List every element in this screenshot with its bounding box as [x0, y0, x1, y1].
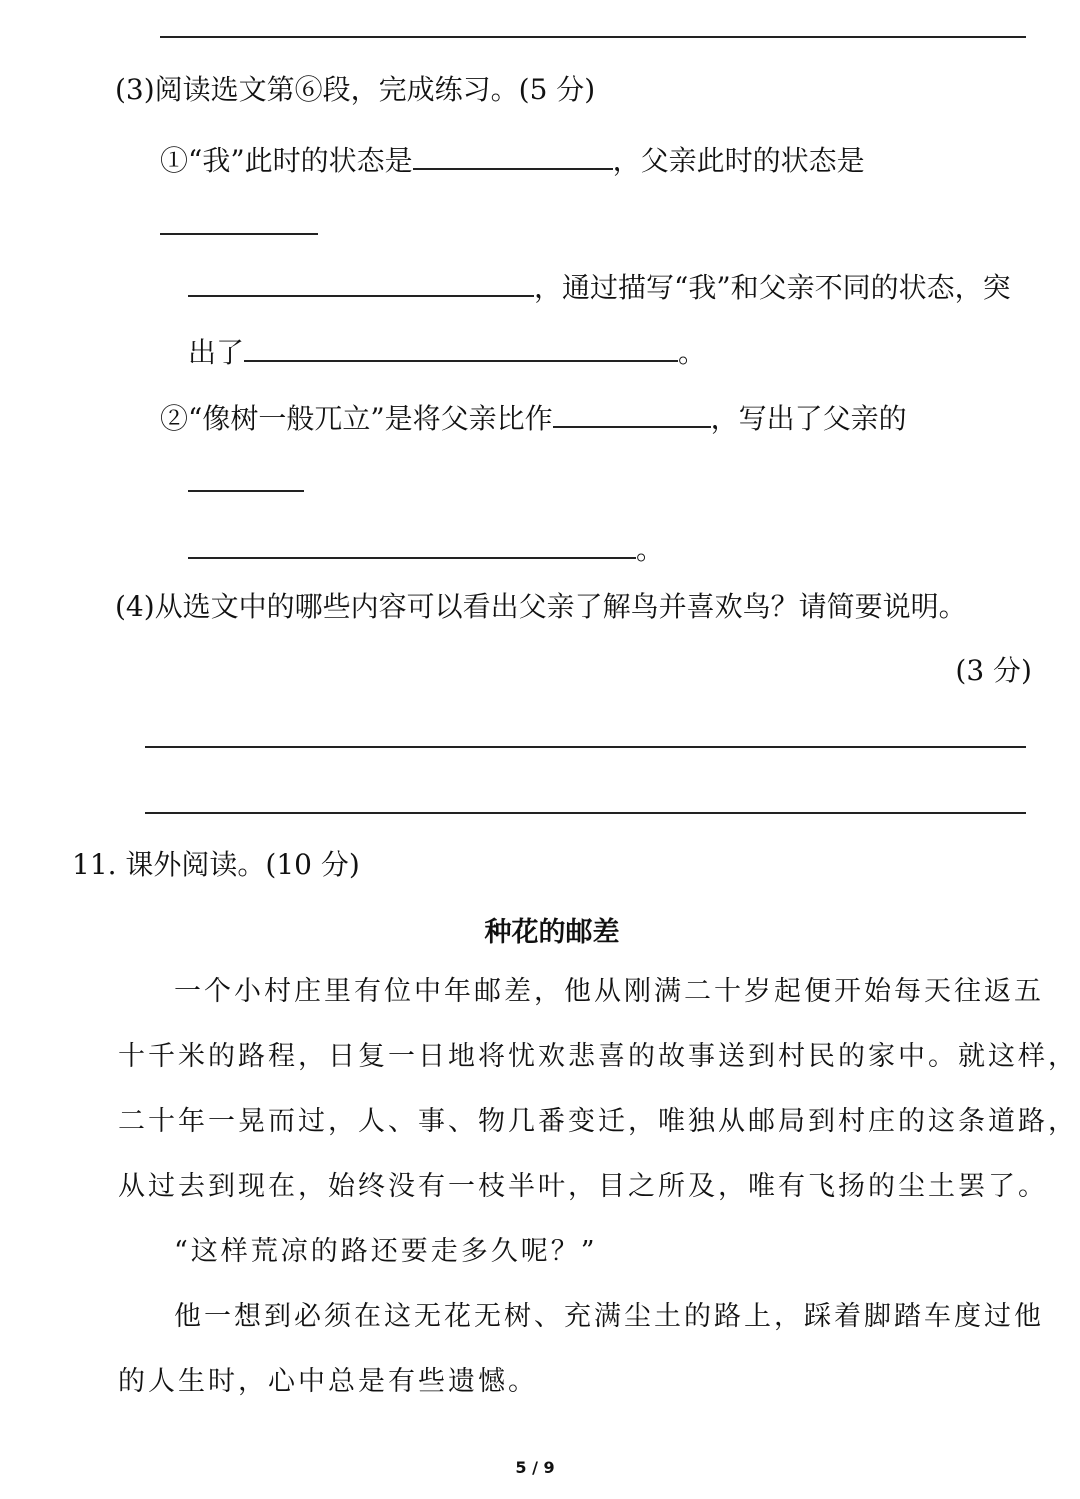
passage-line: “这样荒凉的路还要走多久呢？” [174, 1236, 598, 1267]
q3-sub2-prompt-b: ，写出了父亲的 [710, 402, 907, 435]
q3-sub1-line4 [188, 330, 706, 373]
answer-line[interactable] [145, 812, 1026, 814]
answer-blank[interactable] [413, 138, 613, 170]
q3-sub1-line3 [188, 265, 1011, 308]
q3-sub1-end: 。 [678, 336, 707, 369]
answer-blank[interactable] [553, 396, 711, 428]
q3-sub1-line1 [160, 138, 865, 181]
answer-blank[interactable] [188, 490, 304, 492]
passage-line: 他一想到必须在这无花无树、充满尘土的路上，踩着脚踏车度过他 [174, 1301, 1044, 1332]
q4-score: (3 分) [955, 654, 1032, 687]
answer-blank[interactable] [160, 233, 318, 235]
passage-line: 的人生时，心中总是有些遗憾。 [118, 1366, 538, 1397]
q3-sub1-prompt-d: 出了 [188, 336, 245, 369]
q3-sub1-prompt-a: ①“我”此时的状态是 [160, 144, 413, 177]
passage-line: 二十年一晃而过，人、事、物几番变迁，唯独从邮局到村庄的这条道路， [118, 1106, 1078, 1137]
q3-heading: (3)阅读选文第⑥段，完成练习。(5 分) [115, 73, 596, 106]
answer-line[interactable] [145, 746, 1026, 748]
answer-blank[interactable] [244, 330, 678, 362]
passage-title: 种花的邮差 [484, 917, 620, 948]
passage-line: 一个小村庄里有位中年邮差，他从刚满二十岁起便开始每天往返五 [174, 976, 1044, 1007]
q3-sub2-line1 [160, 396, 907, 439]
answer-blank[interactable] [188, 265, 534, 297]
q3-sub1-prompt-b: ，父亲此时的状态是 [612, 144, 865, 177]
q3-sub2-line3 [188, 527, 664, 570]
answer-blank[interactable] [188, 527, 636, 559]
answer-line[interactable] [160, 36, 1026, 38]
q3-sub1-prompt-c: ，通过描写“我”和父亲不同的状态，突 [534, 271, 1011, 304]
passage-line: 十千米的路程，日复一日地将忧欢悲喜的故事送到村民的家中。就这样， [118, 1041, 1078, 1072]
q11-heading: 11. 课外阅读。(10 分) [72, 848, 360, 881]
q3-sub2-end: 。 [636, 533, 665, 566]
page-number: 5 / 9 [515, 1458, 555, 1477]
q4-heading: (4)从选文中的哪些内容可以看出父亲了解鸟并喜欢鸟？请简要说明。 [115, 590, 967, 623]
passage-line: 从过去到现在，始终没有一枝半叶，目之所及，唯有飞扬的尘土罢了。 [118, 1171, 1048, 1202]
q3-sub2-prompt-a: ②“像树一般兀立”是将父亲比作 [160, 402, 553, 435]
